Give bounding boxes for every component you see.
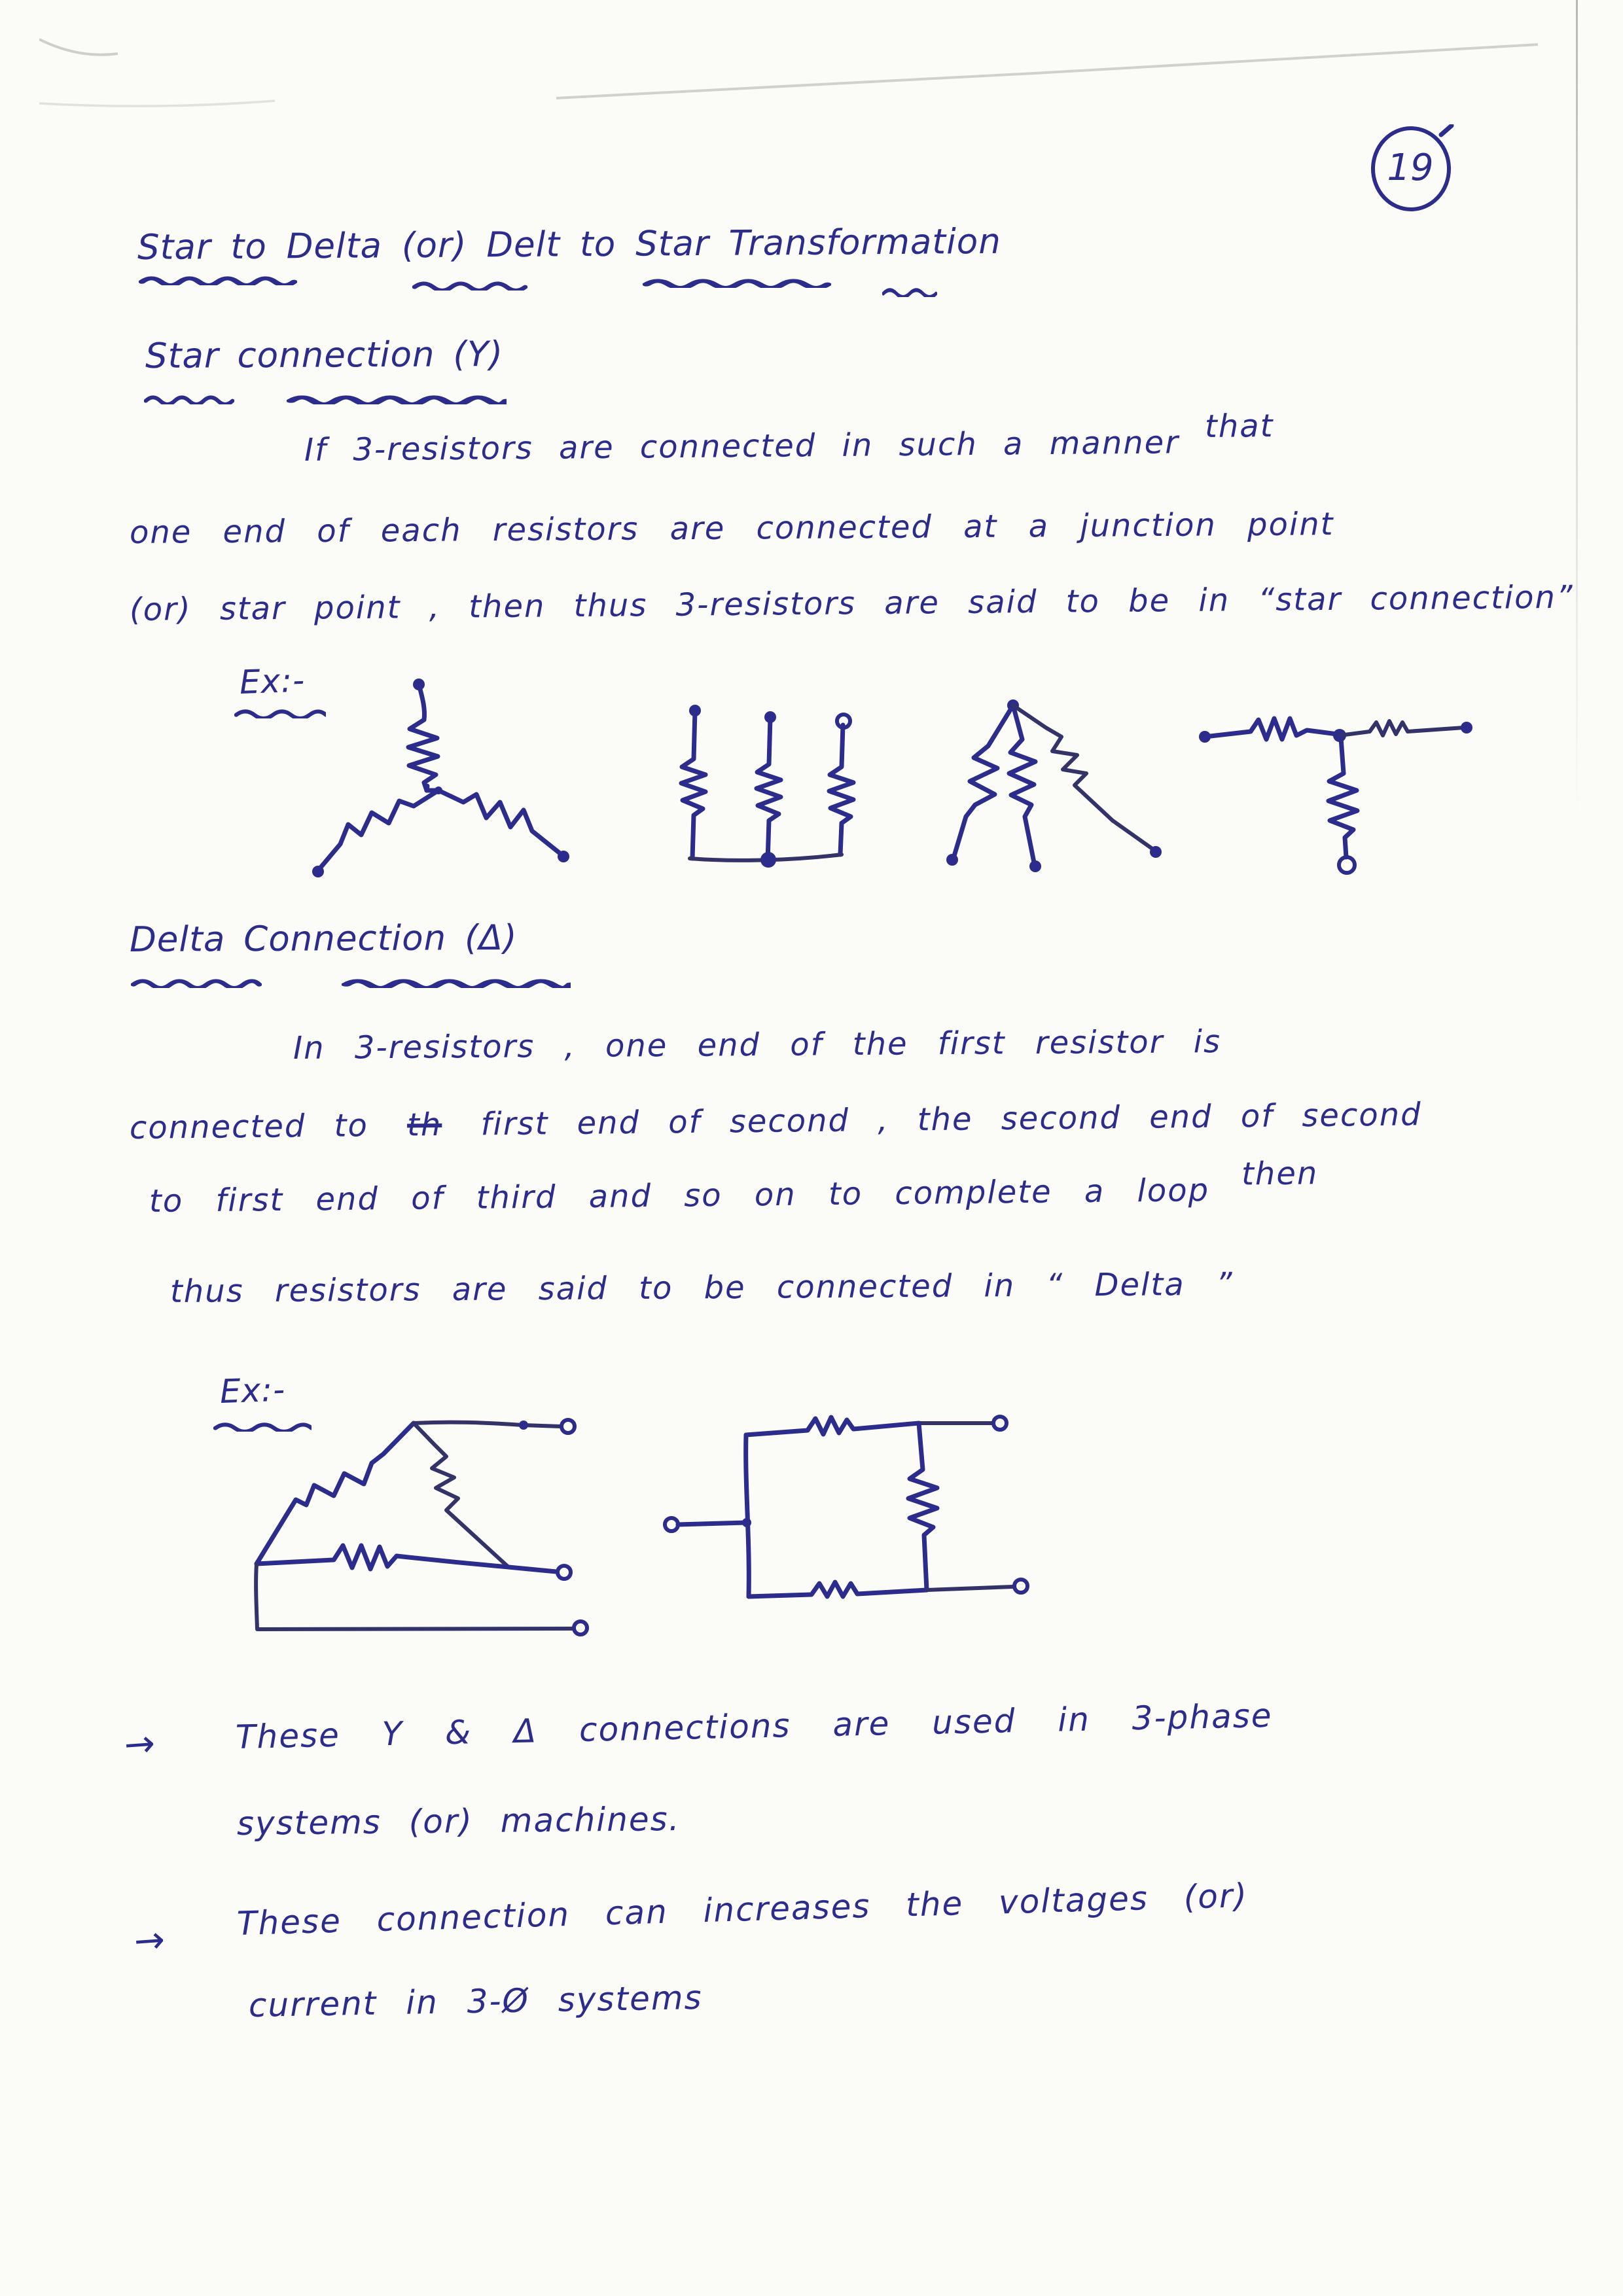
delta-line2-pre: connected to	[129, 1107, 369, 1146]
star-heading: Star connection (Y)	[145, 334, 504, 376]
page-edge-line	[1576, 0, 1578, 818]
page-number: 19	[1387, 147, 1434, 189]
page-number-badge	[1368, 124, 1466, 229]
star-paragraph-line-1	[304, 408, 1274, 468]
delta-paragraph-line-2	[129, 1096, 1422, 1146]
delta-line3-raised-word: then	[1241, 1155, 1319, 1193]
note-1-line-2: systems (or) machines.	[236, 1799, 681, 1843]
delta-line2-struck-word: th	[406, 1106, 442, 1144]
page-title: Star to Delta (or) Delt to Star Transformation	[137, 221, 1002, 268]
note-2-line-1: These connection can increases the voltages (or)	[236, 1876, 1249, 1943]
star-example-label: Ex:-	[238, 661, 306, 701]
star-line1-text: If 3-resistors are connected in such a manner	[304, 424, 1180, 468]
delta-paragraph-line-3	[149, 1155, 1319, 1220]
delta-heading-underline-2	[342, 978, 571, 988]
star-paragraph-line-3: (or) star point , then thus 3-resistors are said to be in “star connection”	[129, 578, 1575, 628]
star-diagram-fan-connection	[897, 694, 1171, 883]
delta-diagram-square	[661, 1407, 1034, 1610]
scan-artifact-top-line	[39, 20, 1571, 111]
title-underline-4	[882, 287, 937, 297]
note-2-line-2: current in 3-Ø systems	[248, 1978, 704, 2024]
delta-diagram-triangle	[236, 1407, 602, 1649]
star-diagram-parallel-resistors	[674, 694, 870, 877]
delta-paragraph-line-4: thus resistors are said to be connected in “ Delta ”	[169, 1265, 1234, 1310]
delta-heading: Delta Connection (Δ)	[129, 917, 518, 960]
delta-paragraph-line-1: In 3-resistors , one end of the first resistor is	[293, 1023, 1222, 1067]
note-1-line-1: These Y & Δ connections are used in 3-phase	[235, 1696, 1274, 1756]
star-heading-underline-1	[144, 394, 234, 404]
delta-example-label: Ex:-	[219, 1370, 287, 1411]
delta-heading-underline-1	[131, 978, 262, 988]
note-1-arrow: →	[122, 1722, 157, 1767]
delta-line3-text: to first end of third and so on to complete a loop	[149, 1172, 1210, 1220]
title-underline-2	[412, 280, 527, 291]
title-underline-1	[139, 275, 297, 285]
star-heading-underline-2	[287, 394, 507, 404]
star-diagram-y-connection	[288, 674, 589, 896]
note-2-arrow: →	[132, 1918, 167, 1963]
star-diagram-t-connection	[1194, 694, 1482, 883]
delta-line2-post: first end of second , the second end of second	[480, 1096, 1422, 1143]
star-line1-raised-word: that	[1204, 408, 1274, 445]
title-underline-3	[643, 277, 831, 288]
star-paragraph-line-2: one end of each resistors are connected at a junction point	[129, 506, 1334, 551]
